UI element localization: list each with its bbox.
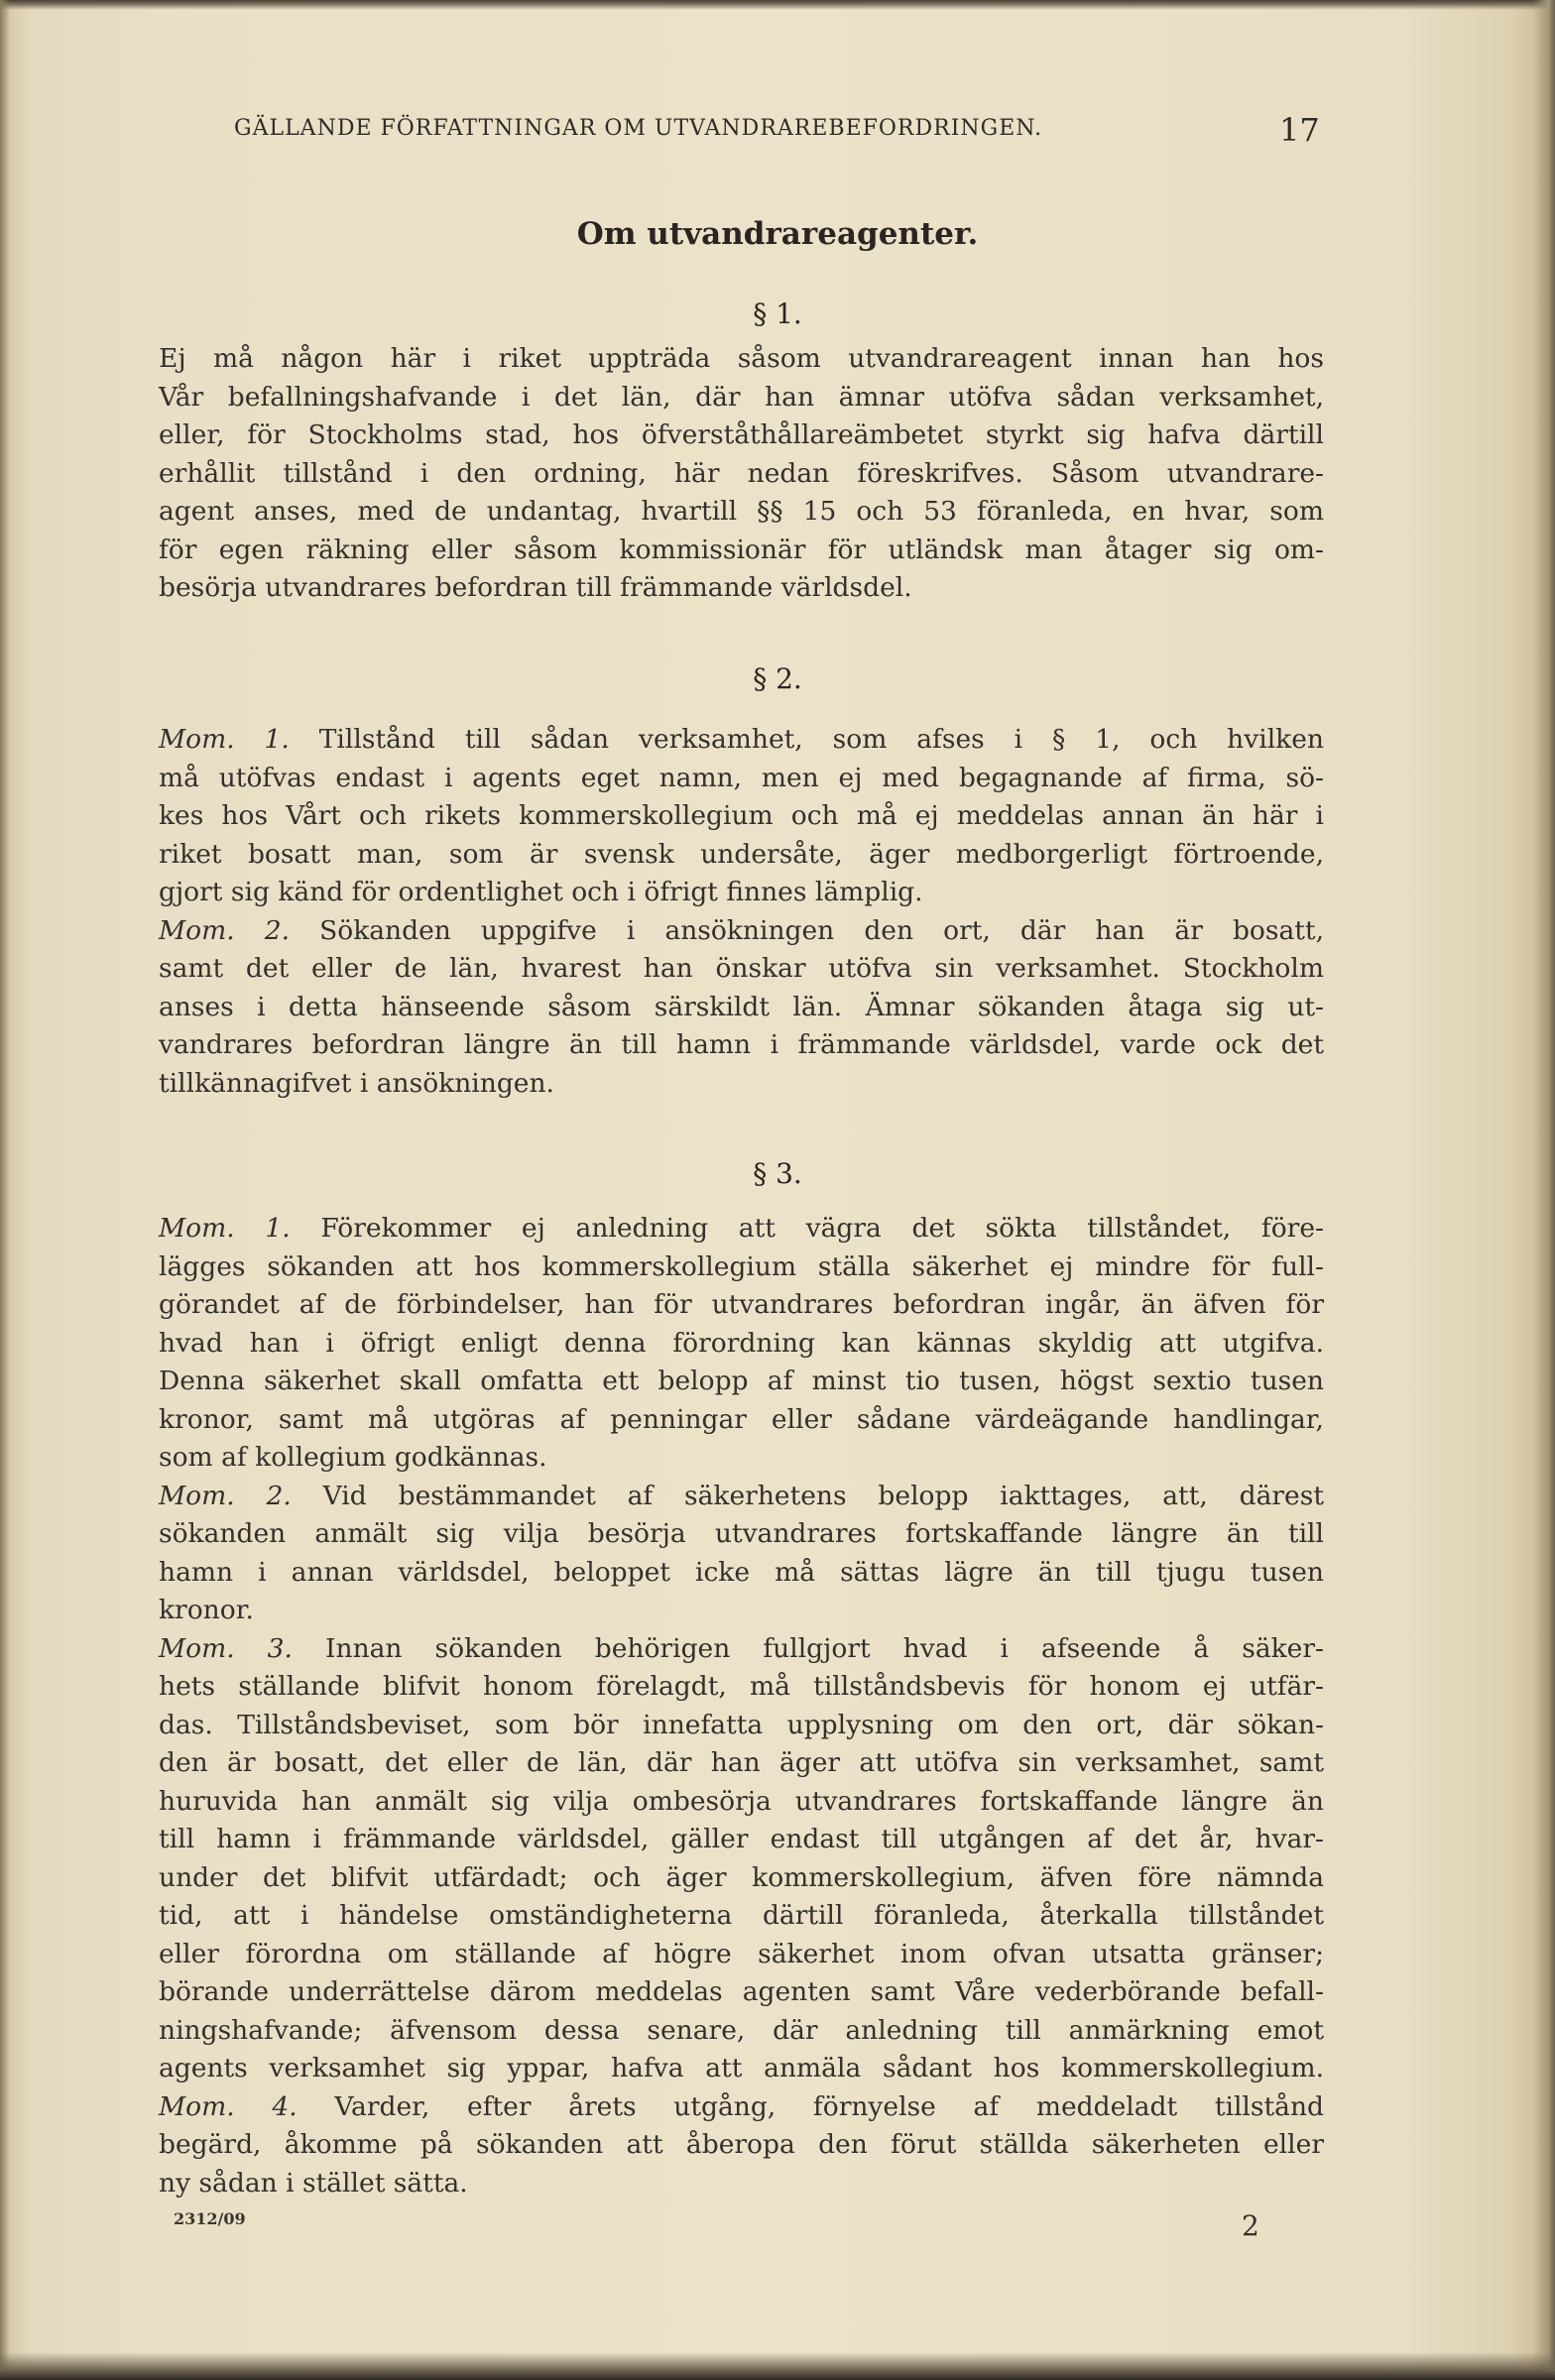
paragraph-heading-1: § 1.	[753, 298, 802, 330]
text-line: anses i detta hänseende såsom särskildt län. Ämnar sökanden åtaga sig ut-	[159, 991, 1324, 1022]
text-line: eller förordna om ställande af högre säkerhet inom ofvan utsatta gränser;	[159, 1938, 1324, 1969]
text-line: hamn i annan världsdel, beloppet icke må sättas lägre än till tjugu tusen	[159, 1556, 1324, 1588]
text-line: huruvida han anmält sig vilja ombesörja utvandrares fortskaffande längre än	[159, 1785, 1324, 1817]
text-line: Ej må någon här i riket uppträda såsom utvandrareagent innan han hos	[159, 343, 1324, 374]
text-line: ny sådan i stället sätta.	[159, 2167, 468, 2199]
text-line: må utöfvas endast i agents eget namn, men ej med begagnande af firma, sö-	[159, 762, 1324, 793]
text-line: eller, för Stockholms stad, hos öfverståthållareämbetet styrkt sig hafva därtill	[159, 419, 1324, 450]
text-line: Vår befallningshafvande i det län, där han ämnar utöfva sådan verksamhet,	[159, 381, 1324, 413]
text-line: hvad han i öfrigt enligt denna förordning kan kännas skyldig att utgifva.	[159, 1327, 1324, 1359]
text-line: riket bosatt man, som är svensk undersåte, äger medborgerligt förtroende,	[159, 838, 1324, 870]
text-line: begärd, åkomme på sökanden att åberopa den förut ställda säkerheten eller	[159, 2129, 1324, 2160]
text-line: agent anses, med de undantag, hvartill §§ 15 och 53 föranleda, en hvar, som	[159, 496, 1324, 527]
text-line: Mom. 4. Varder, efter årets utgång, förnyelse af meddeladt tillstånd	[159, 2090, 1324, 2122]
paragraph-heading-3: § 3.	[753, 1157, 802, 1190]
page-number: 17	[1279, 111, 1320, 149]
sheet-number: 2	[1242, 2209, 1259, 2242]
text-line: hets ställande blifvit honom förelagdt, må tillståndsbevis för honom ej utfär-	[159, 1671, 1324, 1702]
text-line: das. Tillståndsbeviset, som bör innefatta upplysning om den ort, där sökan-	[159, 1709, 1324, 1740]
moment-label: Mom. 1.	[159, 1213, 291, 1244]
text-line: Mom. 2. Vid bestämmandet af säkerhetens belopp iakttages, att, därest	[159, 1480, 1324, 1511]
text-line: kronor, samt må utgöras af penningar eller sådane värdeägande handlingar,	[159, 1403, 1324, 1435]
paragraph-3-text	[159, 1210, 1324, 2202]
section-title: Om utvandrareagenter.	[576, 216, 979, 252]
text-line: sökanden anmält sig vilja besörja utvandrares fortskaffande längre än till	[159, 1518, 1324, 1549]
top-scan-shadow	[0, 0, 1555, 10]
moment-label: Mom. 1.	[159, 724, 290, 755]
text-line: görandet af de förbindelser, han för utvandrares befordran ingår, än äfven för	[159, 1289, 1324, 1320]
text-line: gjort sig känd för ordentlighet och i öfrigt finnes lämplig.	[159, 877, 923, 907]
paragraph-2-text	[159, 721, 1324, 1103]
text-line: Denna säkerhet skall omfatta ett belopp af minst tio tusen, högst sextio tusen	[159, 1366, 1324, 1396]
moment-label: Mom. 2.	[159, 914, 291, 946]
text-line: ningshafvande; äfvensom dessa senare, där anledning till anmärkning emot	[159, 2014, 1324, 2046]
text-line: för egen räkning eller såsom kommissionär för utländsk man åtager sig om-	[159, 534, 1324, 565]
text-line: agents verksamhet sig yppar, hafva att anmäla sådant hos kommerskollegium.	[159, 2053, 1324, 2083]
printer-signature: 2312/09	[174, 2209, 246, 2228]
text-line: tid, att i händelse omständigheterna därtill föranleda, återkalla tillståndet	[159, 1900, 1324, 1931]
left-page-edge	[0, 0, 10, 2380]
moment-label: Mom. 2.	[159, 1480, 292, 1511]
text-line: börande underrättelse därom meddelas agenten samt Våre vederbörande befall-	[159, 1976, 1324, 2007]
text-line: lägges sökanden att hos kommerskollegium ställa säkerhet ej mindre för full-	[159, 1250, 1324, 1282]
paragraph-heading-2: § 2.	[753, 662, 802, 695]
text-line: erhållit tillstånd i den ordning, här nedan föreskrifves. Såsom utvandrare-	[159, 457, 1324, 489]
right-page-edge	[1533, 0, 1555, 2380]
text-line: den är bosatt, det eller de län, där han äger att utöfva sin verksamhet, samt	[159, 1747, 1324, 1778]
text-line: Mom. 2. Sökanden uppgifve i ansökningen den ort, där han är bosatt,	[159, 914, 1324, 946]
text-line: besörja utvandrares befordran till främmande världsdel.	[159, 572, 912, 603]
bottom-scan-shadow	[0, 2352, 1555, 2380]
text-line: till hamn i främmande världsdel, gäller endast till utgången af det år, hvar-	[159, 1824, 1324, 1854]
text-line: tillkännagifvet i ansökningen.	[159, 1067, 554, 1099]
text-line: Mom. 1. Förekommer ej anledning att vägra det sökta tillståndet, före-	[159, 1213, 1324, 1244]
moment-label: Mom. 3.	[159, 1632, 293, 1664]
paragraph-1-text	[159, 340, 1324, 608]
text-line: kes hos Vårt och rikets kommerskollegium och må ej meddelas annan än här i	[159, 800, 1324, 831]
text-line: Mom. 3. Innan sökanden behörigen fullgjort hvad i afseende å säker-	[159, 1632, 1324, 1664]
text-line: vandrares befordran längre än till hamn i främmande världsdel, varde ock det	[159, 1029, 1324, 1060]
text-line: kronor.	[159, 1595, 254, 1625]
text-line: samt det eller de län, hvarest han önskar utöfva sin verksamhet. Stockholm	[159, 953, 1324, 984]
running-head: GÄLLANDE FÖRFATTNINGAR OM UTVANDRAREBEFORDRINGEN.	[234, 116, 1043, 141]
moment-label: Mom. 4.	[159, 2090, 298, 2122]
text-line: som af kollegium godkännas.	[159, 1442, 547, 1473]
text-line: under det blifvit utfärdadt; och äger kommerskollegium, äfven före nämnda	[159, 1861, 1324, 1893]
text-line: Mom. 1. Tillstånd till sådan verksamhet, som afses i § 1, och hvilken	[159, 724, 1324, 755]
